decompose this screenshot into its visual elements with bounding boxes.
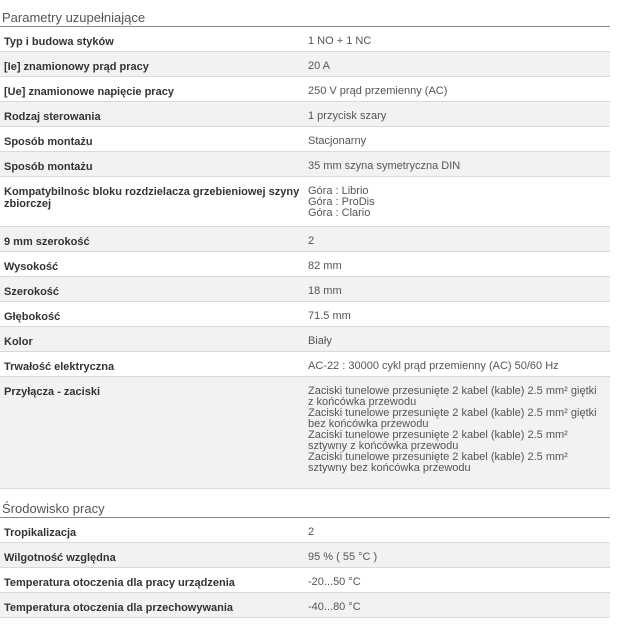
value-line: Zaciski tunelowe przesunięte 2 kabel (kable) 2.5 mm² sztywny z końcówka przewodu [308,429,568,452]
value-line: 95 % ( 55 °C ) [308,551,378,563]
table-row [0,352,610,377]
row-value [300,227,610,251]
table-row [0,327,610,352]
table-row [0,377,610,489]
row-value [300,102,610,126]
value-line: Zaciski tunelowe przesunięte 2 kabel (kable) 2.5 mm² sztywny bez końcówka przewodu [308,451,568,474]
table-row [0,568,610,593]
value-line: 71.5 mm [308,310,351,322]
row-label: Głębokość [4,311,61,323]
section-srodowisko-pracy [0,501,610,618]
value-line: Góra : Clario [308,207,371,219]
table-row [0,177,610,227]
row-label: Przyłącza - zaciski [4,386,101,398]
row-value [300,127,610,151]
table-row [0,593,610,618]
table-row [0,27,610,52]
table-row [0,518,610,543]
row-label: Typ i budowa styków [4,36,114,48]
value-line: Zaciski tunelowe przesunięte 2 kabel (kable) 2.5 mm² giętki bez końcówka przewodu [308,407,597,430]
section-parametry-uzupelniajace [0,10,610,489]
value-line: 250 V prąd przemienny (AC) [308,85,448,97]
value-line: Biały [308,335,332,347]
row-label: Trwałość elektryczna [4,361,115,373]
row-label: Sposób montażu [4,136,93,148]
table-row [0,77,610,102]
value-line: 82 mm [308,260,342,272]
row-label: Tropikalizacja [4,527,77,539]
row-label: Wysokość [4,261,59,273]
row-value [300,543,610,567]
row-label: 9 mm szerokość [4,236,90,248]
value-line: AC-22 : 30000 cykl prąd przemienny (AC) 50/60 Hz [308,360,559,372]
table-row [0,127,610,152]
row-value [300,277,610,301]
row-label: Sposób montażu [4,161,93,173]
row-label: Wilgotność względna [4,552,116,564]
row-value [300,152,610,176]
row-value [300,302,610,326]
row-value [300,27,610,51]
row-value [300,177,610,226]
row-value [300,377,610,488]
row-label: Kolor [4,336,33,348]
row-value [300,77,610,101]
row-label: Rodzaj sterowania [4,111,101,123]
value-line: -20...50 °C [308,576,361,588]
row-value [300,593,610,617]
table-row [0,102,610,127]
table-row [0,277,610,302]
row-value [300,52,610,76]
table-row [0,252,610,277]
value-line: Stacjonarny [308,135,367,147]
value-line: 35 mm szyna symetryczna DIN [308,160,461,172]
table-row [0,302,610,327]
table-row [0,52,610,77]
section-title: Środowisko pracy [0,501,610,518]
value-line: -40...80 °C [308,601,361,613]
table-row [0,543,610,568]
section-title: Parametry uzupełniające [0,10,610,27]
row-value [300,327,610,351]
row-value [300,352,610,376]
row-label: [Ue] znamionowe napięcie pracy [4,86,174,98]
row-label: Szerokość [4,286,60,298]
value-line: 2 [308,526,315,538]
value-line: 2 [308,235,315,247]
value-line: 20 A [308,60,331,72]
row-label: Kompatybilnośc bloku rozdzielacza grzebieniowej szyny zbiorczej [4,186,300,210]
row-value [300,252,610,276]
row-label: Temperatura otoczenia dla przechowywania [4,602,234,614]
row-label: Temperatura otoczenia dla pracy urządzenia [4,577,235,589]
value-line: Góra : Librio [308,185,369,197]
value-line: Zaciski tunelowe przesunięte 2 kabel (kable) 2.5 mm² giętki z końcówka przewodu [308,385,597,408]
row-value [300,518,610,542]
row-value [300,568,610,592]
value-line: 1 NO + 1 NC [308,35,372,47]
row-label: [Ie] znamionowy prąd pracy [4,61,149,73]
value-line: Góra : ProDis [308,196,375,208]
value-line: 18 mm [308,285,342,297]
value-line: 1 przycisk szary [308,110,387,122]
table-row [0,227,610,252]
table-row [0,152,610,177]
